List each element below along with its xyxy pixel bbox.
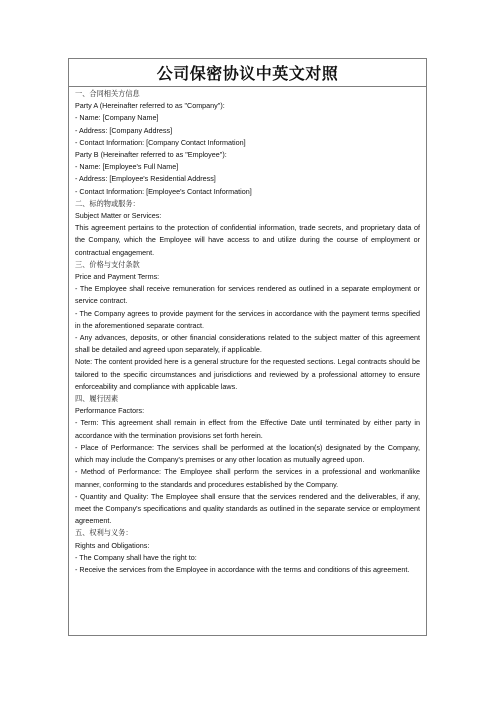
paragraph: - Quantity and Quality: The Employee shall ensure that the services rendered and the deliverables, if any, meet the Company's specifications and quality standards as outlined in the separate service or employment agreement. — [75, 491, 420, 526]
text-line: Rights and Obligations: — [75, 540, 150, 550]
text-line: Subject Matter or Services: — [75, 211, 162, 221]
section-heading: 一、合同相关方信息 — [75, 89, 140, 98]
text-line: - Contact Information: [Company Contact Information] — [75, 137, 246, 147]
paragraph: - Receive the services from the Employee in accordance with the terms and conditions of this agreement. — [75, 564, 410, 574]
paragraph: - Place of Performance: The services shall be performed at the location(s) designated by the Company, which may include the Company's premises or any other location as mutually agreed upon. — [75, 442, 420, 465]
document-page — [68, 58, 427, 636]
text-line: - Contact Information: [Employee's Contact Information] — [75, 186, 252, 196]
paragraph: - Any advances, deposits, or other financial considerations related to the subject matter of this agreement shall be detailed and agreed upon separately, if applicable. — [75, 333, 420, 355]
paragraph: - Term: This agreement shall remain in effect from the Effective Date until terminated by either party in accordance with the termination provisions set forth herein. — [75, 418, 420, 440]
paragraph: This agreement pertains to the protection of confidential information, trade secrets, and proprietary data of the Company, which the Employee will have access to and utilize during the course of employment or contractual engagement. — [75, 223, 420, 257]
paragraph: - The Company agrees to provide payment for the services in accordance with the payment terms specified in the aforementioned separate contract. — [75, 308, 420, 330]
document-title: 公司保密协议中英文对照 — [69, 59, 426, 87]
section-heading: 二、标的物或服务： — [75, 198, 140, 208]
text-line: - Name: [Company Name] — [75, 113, 159, 123]
text-line: Price and Payment Terms: — [75, 272, 160, 282]
text-line: - Name: [Employee's Full Name] — [75, 162, 179, 172]
paragraph: Note: The content provided here is a general structure for the requested sections. Legal contracts should be tailored to the specific circumstances and jurisdictions and reviewed by a professional attorney to ensure enforceability and compliance with applicable laws. — [75, 357, 420, 391]
section-heading: 五、权利与义务： — [75, 528, 133, 538]
text-line: - Address: [Employee's Residential Address] — [75, 174, 216, 184]
text-line: Party A (Hereinafter referred to as "Company"): — [75, 101, 225, 111]
text-line: - Address: [Company Address] — [75, 125, 173, 135]
text-line: Party B (Hereinafter referred to as "Employee"): — [75, 150, 227, 160]
section-heading: 三、价格与支付条款 — [75, 259, 140, 269]
paragraph: - The Employee shall receive remuneration for services rendered as outlined in a separate employment or service contract. — [75, 284, 420, 306]
text-line: - The Company shall have the right to: — [75, 552, 197, 562]
paragraph: - Method of Performance: The Employee shall perform the services in a professional and workmanlike manner, conforming to the standards and procedures established by the Company. — [75, 467, 420, 489]
document-body — [75, 88, 420, 576]
section-heading: 四、履行因素 — [75, 394, 119, 404]
text-line: Performance Factors: — [75, 406, 145, 416]
